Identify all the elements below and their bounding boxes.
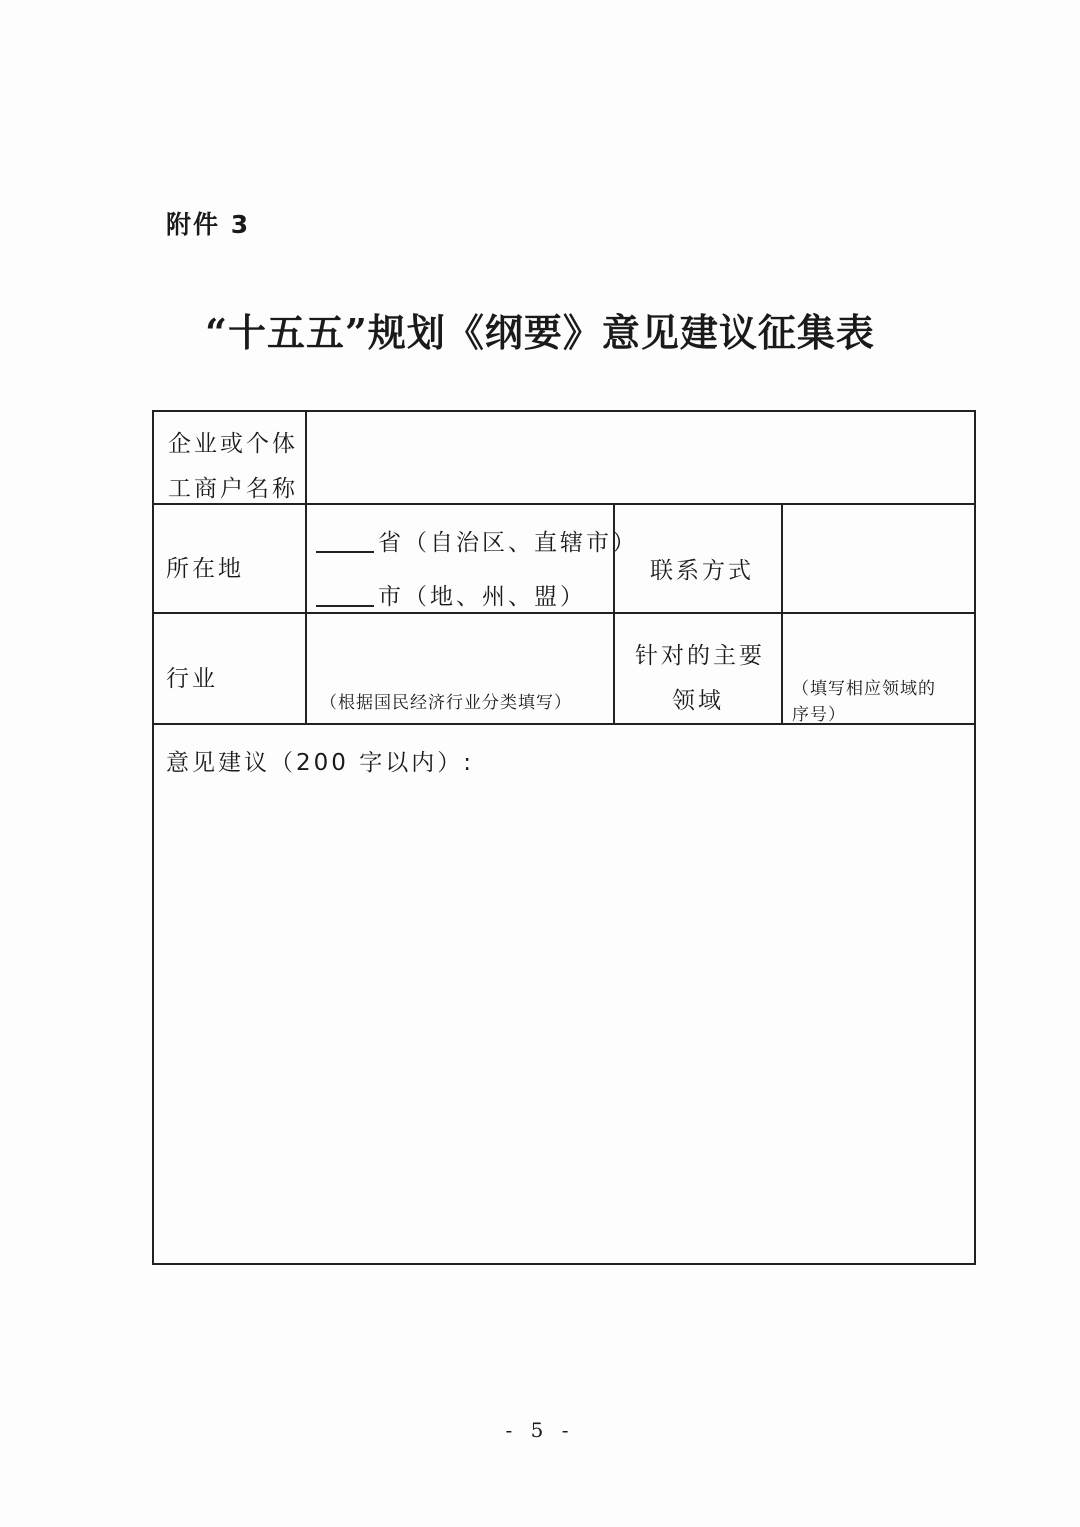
focus-area-hint-line1[interactable]: （填写相应领域的: [792, 679, 936, 699]
province-field-line[interactable]: [316, 524, 638, 557]
column-divider: [305, 412, 307, 725]
row-divider: [154, 503, 974, 505]
province-blank[interactable]: [316, 551, 374, 553]
company-name-label-line2: 工商户名称: [168, 476, 298, 502]
focus-area-hint-line2: 序号）: [792, 705, 846, 725]
suggestion-text-area[interactable]: [166, 784, 956, 1244]
city-blank[interactable]: [316, 605, 374, 607]
company-name-field[interactable]: [318, 420, 958, 496]
location-label: 所在地: [166, 556, 244, 582]
attachment-label: 附件 3: [166, 210, 251, 239]
industry-hint[interactable]: （根据国民经济行业分类填写）: [320, 693, 572, 713]
row-divider: [154, 612, 974, 614]
column-divider: [781, 503, 783, 725]
province-suffix: 省（自治区、直辖市）: [378, 530, 638, 556]
company-name-label-line1: 企业或个体: [168, 431, 298, 457]
industry-label: 行业: [166, 666, 218, 692]
suggestion-form-table: [152, 410, 976, 1265]
focus-area-label-line1: 针对的主要: [635, 643, 765, 669]
contact-label: 联系方式: [650, 558, 754, 584]
focus-area-label-line2: 领域: [672, 688, 724, 714]
city-field-line[interactable]: [316, 578, 586, 611]
page-number: - 5 -: [505, 1418, 575, 1442]
row-divider: [154, 723, 974, 725]
contact-field[interactable]: [794, 512, 964, 602]
suggestion-label: 意见建议（200 字以内）:: [166, 750, 474, 776]
document-title: “十五五”规划《纲要》意见建议征集表: [205, 310, 875, 355]
city-suffix: 市（地、州、盟）: [378, 584, 586, 610]
